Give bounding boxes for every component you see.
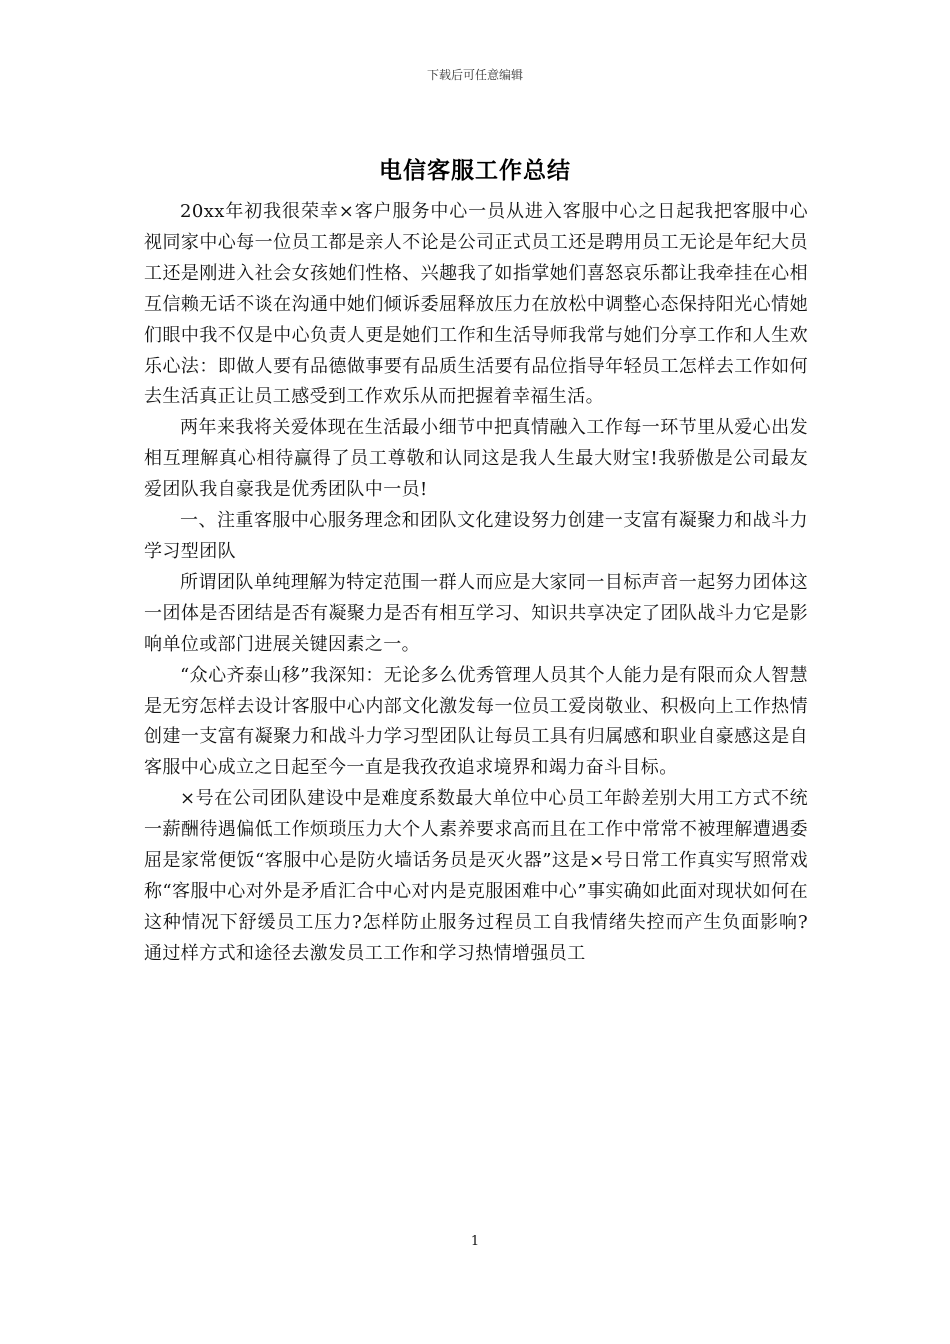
paragraph-intro: 20xx年初我很荣幸×客户服务中心一员从进入客服中心之日起我把客服中心视同家中心每一位员工都是亲人不论是公司正式员工还是聘用员工无论是年纪大员工还是刚进入社会女孩她们性格、兴趣我了如指掌她们喜怒哀乐都让我牵挂在心相互信赖无话不谈在沟通中她们倾诉委屈释放压力在放松中调整心态保持阳光心情她们眼中我不仅是中心负责人更是她们工作和生活导师我常与她们分享工作和人生欢乐心法：即做人要有品德做事要有品质生活要有品位指导年轻员工怎样去工作如何去生活真正让员工感受到工作欢乐从而把握着幸福生活。 [144, 201, 808, 408]
header-note: 下载后可任意编辑 [426, 68, 523, 82]
paragraph-team-culture: “众心齐泰山移”我深知：无论多么优秀管理人员其个人能力是有限而众人智慧是无穷怎样去设计客服中心内部文化激发每一位员工爱岗敬业、积极向上工作热情创建一支富有凝聚力和战斗力学习型团队让每员工具有归属感和职业自豪感这是自客服中心成立之日起至今一直是我孜孜追求境界和竭力奋斗目标。 [144, 664, 808, 779]
paragraph-care: 两年来我将关爱体现在生活最小细节中把真情融入工作每一环节里从爱心出发相互理解真心相待赢得了员工尊敬和认同这是我人生最大财宝!我骄傲是公司最友爱团队我自豪我是优秀团队中一员! [144, 417, 808, 501]
document-title: 电信客服工作总结 [379, 158, 571, 184]
document-body [144, 197, 808, 970]
paragraph-team-definition: 所谓团队单纯理解为特定范围一群人而应是大家同一目标声音一起努力团体这一团体是否团结是否有凝聚力是否有相互学习、知识共享决定了团队战斗力它是影响单位或部门进展关键因素之一。 [144, 571, 808, 655]
page-number: 1 [470, 1234, 480, 1249]
paragraph-challenges: ×号在公司团队建设中是难度系数最大单位中心员工年龄差别大用工方式不统一薪酬待遇偏低工作烦琐压力大个人素养要求高而且在工作中常常不被理解遭遇委屈是家常便饭“客服中心是防火墙话务员是灭火器”这是×号日常工作真实写照常戏称“客服中心对外是矛盾汇合中心对内是克服困难中心”事实确如此面对现状如何在这种情况下舒缓员工压力?怎样防止服务过程员工自我情绪失控而产生负面影响?通过样方式和途径去激发员工工作和学习热情增强员工 [144, 788, 808, 964]
section-heading-one: 一、注重客服中心服务理念和团队文化建设努力创建一支富有凝聚力和战斗力学习型团队 [144, 510, 808, 562]
